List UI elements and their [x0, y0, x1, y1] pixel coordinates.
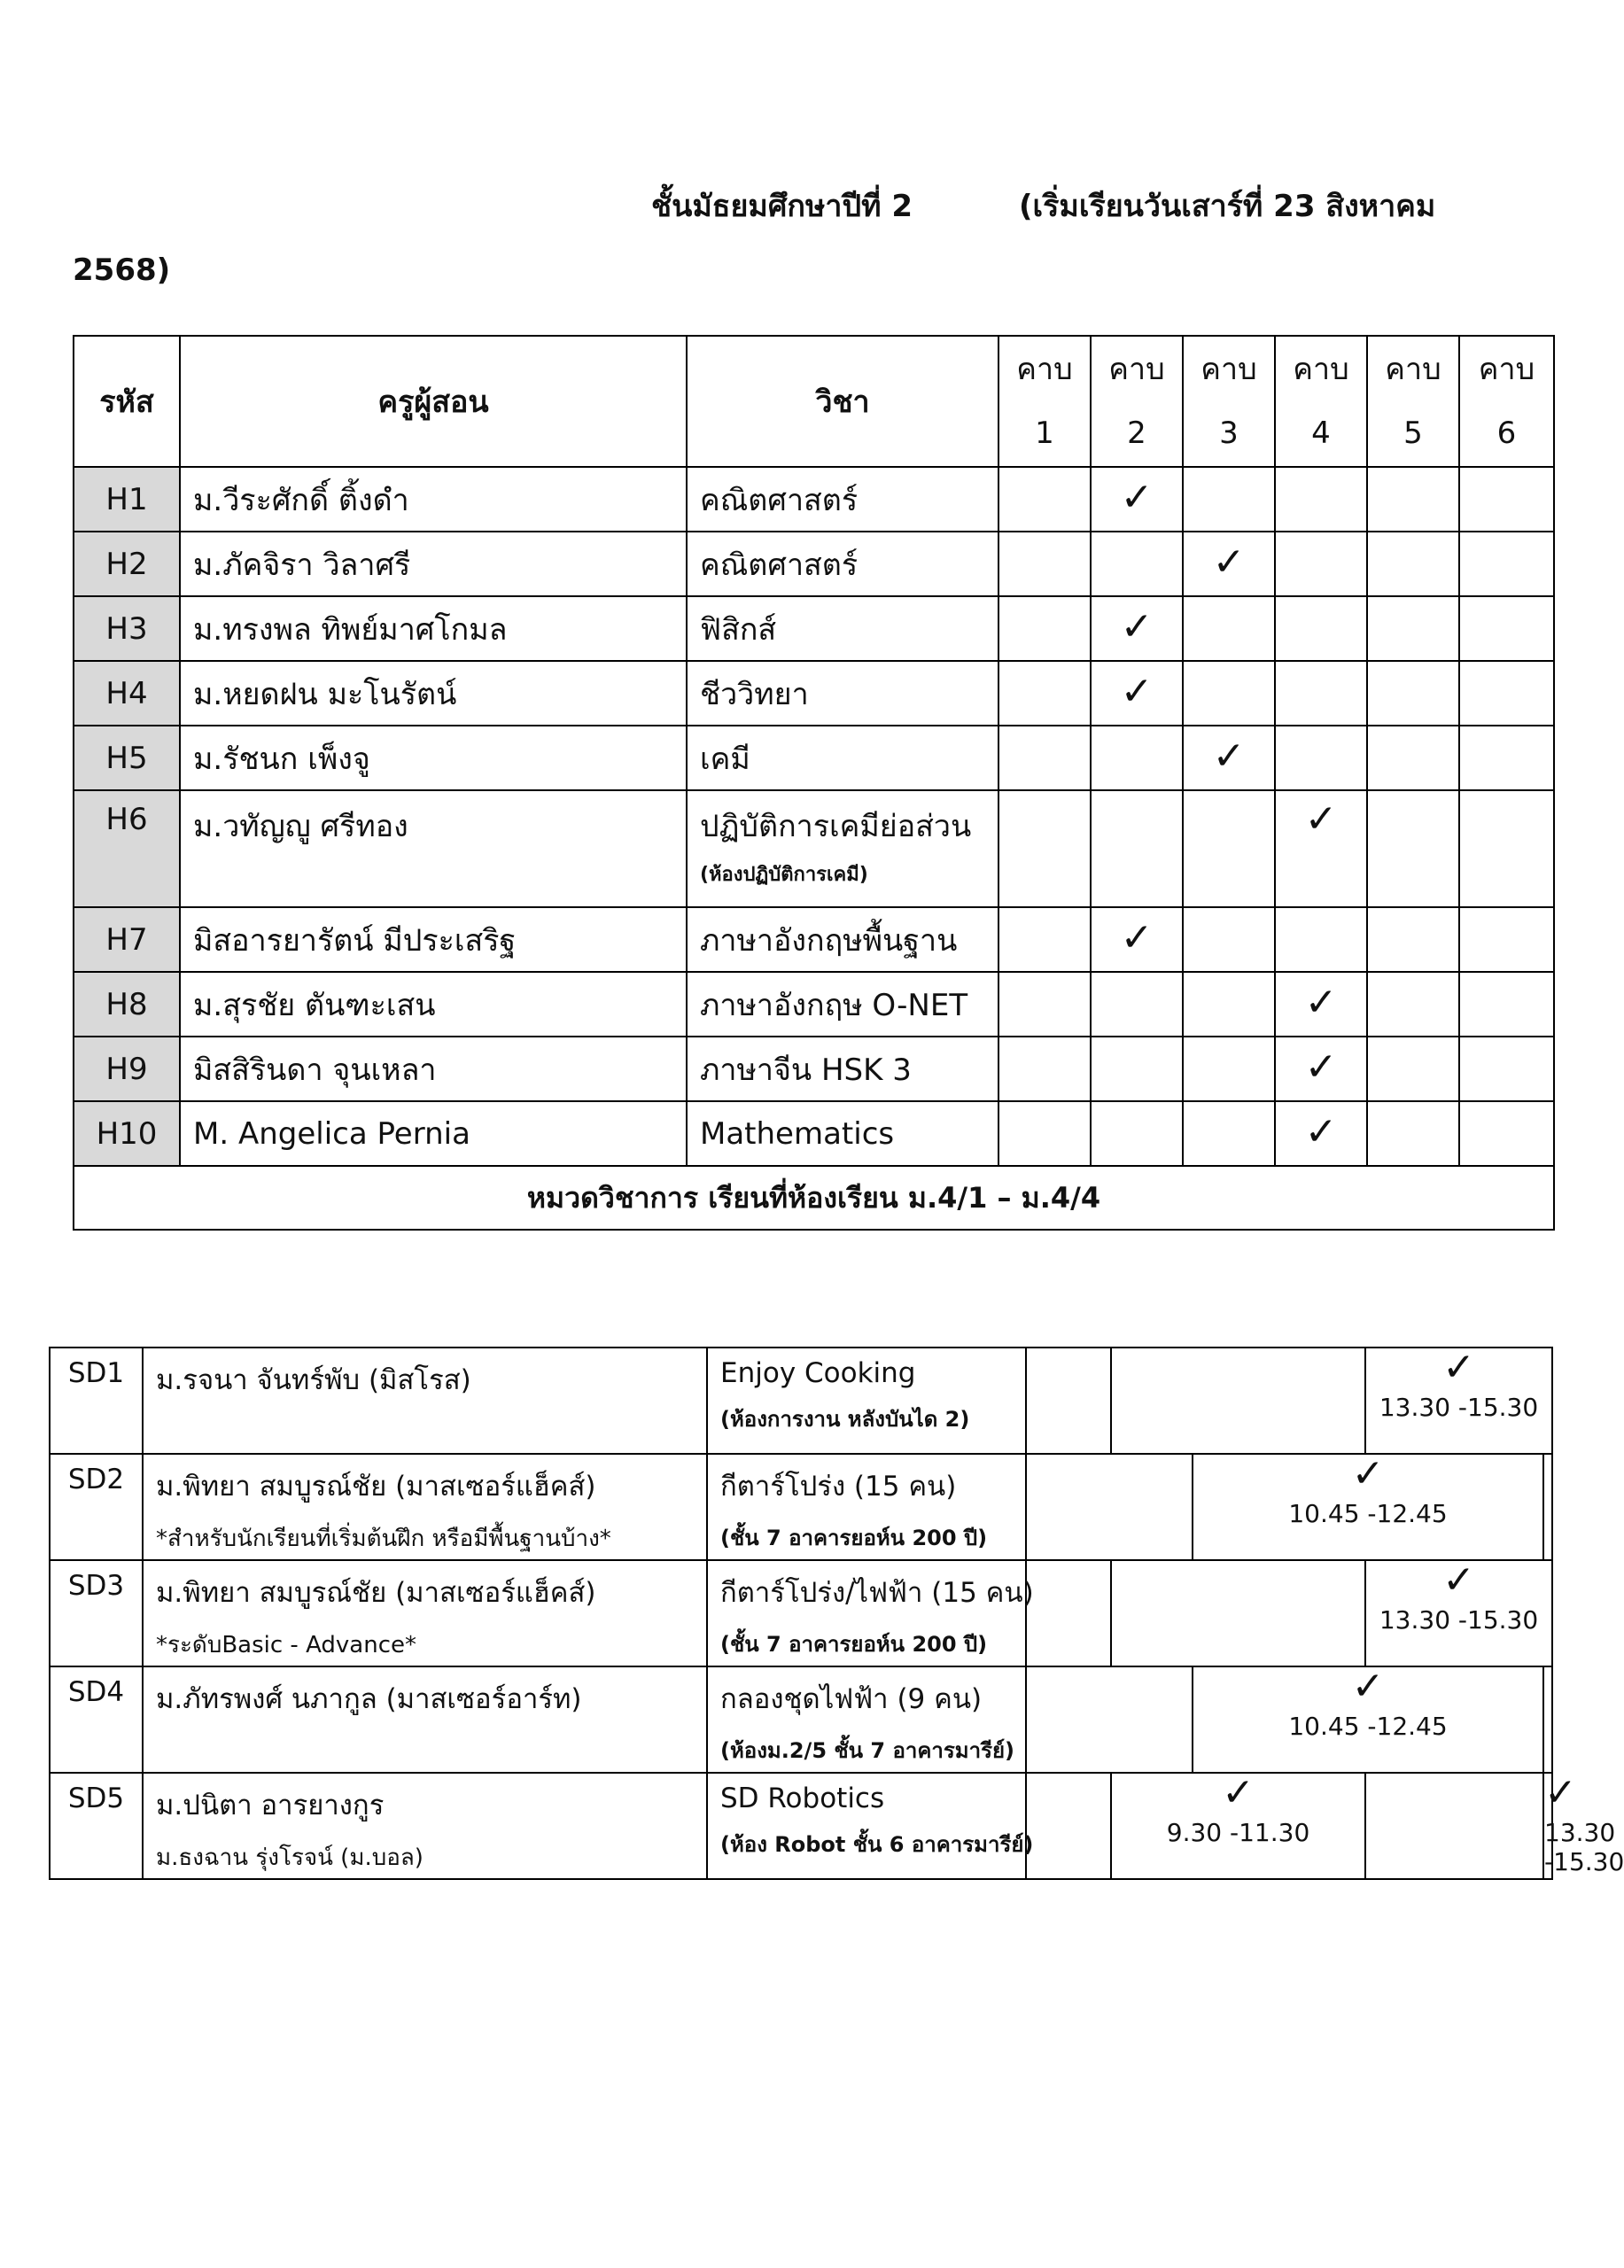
period-cell	[1091, 972, 1183, 1037]
sd-row	[50, 1773, 1552, 1879]
subject-name: คณิตศาสตร์	[700, 547, 859, 583]
slot-empty	[1543, 1454, 1552, 1560]
sd-row	[50, 1454, 1552, 1560]
check-icon: ✓	[1222, 1770, 1255, 1815]
check-icon: ✓	[1212, 540, 1246, 585]
period-cell	[1459, 596, 1554, 661]
header-period-2	[1091, 336, 1183, 467]
sd-code: SD2	[50, 1454, 143, 1560]
row-subject	[687, 790, 998, 907]
period-cell	[1183, 907, 1275, 972]
subject-name: ปฏิบัติการเคมีย่อส่วน	[700, 809, 972, 844]
slot-empty	[1026, 1560, 1111, 1666]
sd-teacher	[143, 1454, 707, 1560]
period-cell	[1275, 467, 1367, 532]
slot-afternoon	[1365, 1345, 1552, 1454]
sd-subject-name: Enjoy Cooking	[720, 1357, 916, 1389]
sd-subject	[707, 1348, 1026, 1454]
sd-subject-name: กีตาร์โปร่ง (15 คน)	[720, 1471, 957, 1503]
table-row	[74, 532, 1554, 596]
sd-teacher-secondary: *ระดับBasic - Advance*	[156, 1632, 416, 1658]
heading-year: 2568)	[73, 252, 171, 288]
period-cell	[1183, 467, 1275, 532]
row-teacher: ม.หยดฝน มะโนรัตน์	[180, 661, 687, 726]
period-cell	[998, 726, 1091, 790]
period-word: คาบ	[1201, 352, 1257, 387]
row-code: H10	[74, 1101, 180, 1166]
period-cell	[1091, 726, 1183, 790]
period-cell	[1091, 790, 1183, 907]
heading-line1	[651, 182, 1435, 229]
table-row	[74, 596, 1554, 661]
period-cell	[1091, 532, 1183, 596]
heading-start-date: (เริ่มเรียนวันเสาร์ที่ 23 สิงหาคม	[1018, 189, 1436, 224]
slot-empty	[1026, 1348, 1111, 1454]
row-teacher: ม.สุรชัย ตันฑะเสน	[180, 972, 687, 1037]
subject-name: ภาษาจีน HSK 3	[700, 1052, 912, 1088]
row-code: H9	[74, 1037, 180, 1101]
period-cell	[1459, 790, 1554, 907]
period-cell	[1275, 661, 1367, 726]
sd-location: (ห้องม.2/5 ชั้น 7 อาคารมารีย์)	[720, 1738, 1015, 1763]
period-number: 3	[1219, 416, 1239, 451]
check-icon: ✓	[1120, 475, 1154, 520]
period-cell	[1091, 1101, 1183, 1166]
sd-activity-table	[49, 1345, 1624, 1880]
period-cell	[1367, 1037, 1459, 1101]
main-schedule-table	[73, 335, 1555, 1231]
header-period-1	[998, 336, 1091, 467]
period-cell	[1459, 1101, 1554, 1166]
period-cell	[1367, 467, 1459, 532]
row-teacher: ม.วีระศักดิ์ ติ้งดำ	[180, 467, 687, 532]
header-period-3	[1183, 336, 1275, 467]
period-cell	[1183, 790, 1275, 907]
subject-name: เคมี	[700, 741, 750, 777]
row-subject	[687, 907, 998, 972]
sd-code: SD3	[50, 1560, 143, 1666]
period-number: 4	[1311, 416, 1331, 451]
row-subject	[687, 532, 998, 596]
check-icon: ✓	[1442, 1557, 1475, 1603]
slot-time: 13.30 -15.30	[1379, 1393, 1539, 1422]
period-cell	[1367, 532, 1459, 596]
slot-afternoon	[1543, 1770, 1624, 1879]
row-code: H5	[74, 726, 180, 790]
period-cell	[1459, 726, 1554, 790]
period-cell	[998, 467, 1091, 532]
period-cell	[1091, 1037, 1183, 1101]
period-cell	[998, 972, 1091, 1037]
period-number: 5	[1403, 416, 1423, 451]
slot-empty	[1111, 1348, 1365, 1454]
check-icon: ✓	[1351, 1664, 1385, 1709]
check-icon: ✓	[1304, 980, 1338, 1025]
period-cell	[1459, 532, 1554, 596]
sd-location: (ชั้น 7 อาคารยอห์น 200 ปี)	[720, 1526, 988, 1550]
sd-subject-name: กลองชุดไฟฟ้า (9 คน)	[720, 1683, 983, 1715]
period-cell	[1459, 972, 1554, 1037]
row-code: H3	[74, 596, 180, 661]
header-period-4	[1275, 336, 1367, 467]
header-teacher: ครูผู้สอน	[180, 336, 687, 467]
table-row	[74, 907, 1554, 972]
row-code: H7	[74, 907, 180, 972]
period-word: คาบ	[1385, 352, 1441, 387]
row-subject	[687, 596, 998, 661]
header-code: รหัส	[74, 336, 180, 467]
slot-empty	[1026, 1666, 1193, 1773]
check-icon: ✓	[1304, 796, 1338, 842]
period-number: 2	[1127, 416, 1146, 451]
row-code: H8	[74, 972, 180, 1037]
period-cell	[1367, 726, 1459, 790]
slot-empty	[1026, 1454, 1193, 1560]
period-cell	[1091, 467, 1183, 532]
row-teacher: M. Angelica Pernia	[180, 1101, 687, 1166]
table-row	[74, 790, 1554, 907]
header-period-6	[1459, 336, 1554, 467]
slot-empty	[1026, 1773, 1111, 1879]
row-teacher: ม.วทัญญู ศรีทอง	[180, 790, 687, 907]
sd-teacher-primary: ม.ภัทรพงศ์ นภากูล (มาสเซอร์อาร์ท)	[156, 1683, 582, 1715]
period-cell	[1459, 1037, 1554, 1101]
period-cell	[1275, 1037, 1367, 1101]
sd-code: SD1	[50, 1348, 143, 1454]
period-cell	[1275, 790, 1367, 907]
period-cell	[1367, 790, 1459, 907]
row-subject	[687, 726, 998, 790]
period-cell	[998, 596, 1091, 661]
row-code: H4	[74, 661, 180, 726]
slot-morning	[1193, 1451, 1543, 1560]
row-subject	[687, 1101, 998, 1166]
period-cell	[998, 1037, 1091, 1101]
subject-name: ฟิสิกส์	[700, 611, 777, 648]
row-code: H2	[74, 532, 180, 596]
subject-name: คณิตศาสตร์	[700, 482, 859, 518]
period-cell	[1183, 532, 1275, 596]
period-cell	[1275, 1101, 1367, 1166]
period-cell	[1275, 907, 1367, 972]
table-row	[74, 1101, 1554, 1166]
row-code: H1	[74, 467, 180, 532]
row-teacher: ม.รัชนก เพ็งจู	[180, 726, 687, 790]
period-cell	[998, 532, 1091, 596]
period-cell	[1091, 661, 1183, 726]
sd-row	[50, 1348, 1552, 1454]
period-cell	[998, 907, 1091, 972]
subject-name: ภาษาอังกฤษพื้นฐาน	[700, 922, 958, 959]
period-word: คาบ	[1016, 352, 1073, 387]
period-cell	[1367, 972, 1459, 1037]
heading-grade: ชั้นมัธยมศึกษาปีที่ 2	[651, 189, 913, 224]
slot-morning	[1193, 1666, 1543, 1773]
slot-time: 10.45 -12.45	[1288, 1499, 1448, 1528]
slot-empty	[1365, 1773, 1543, 1879]
subject-note: (ห้องปฏิบัติการเคมี)	[700, 864, 868, 886]
sd-subject	[707, 1773, 1034, 1879]
row-teacher: มิสสิรินดา จุนเหลา	[180, 1037, 687, 1101]
period-cell	[1459, 467, 1554, 532]
period-cell	[1183, 726, 1275, 790]
period-word: คาบ	[1478, 352, 1535, 387]
check-icon: ✓	[1304, 1045, 1338, 1090]
row-subject	[687, 1037, 998, 1101]
slot-empty	[1543, 1666, 1552, 1773]
sd-teacher-primary: ม.ปนิตา อารยางกูร	[156, 1790, 385, 1821]
period-cell	[1367, 1101, 1459, 1166]
subject-name: Mathematics	[700, 1115, 895, 1152]
check-icon: ✓	[1442, 1345, 1475, 1390]
check-icon: ✓	[1544, 1770, 1577, 1815]
slot-morning	[1111, 1770, 1365, 1879]
sd-row	[50, 1560, 1552, 1666]
period-cell	[1275, 972, 1367, 1037]
period-cell	[1183, 1101, 1275, 1166]
row-subject	[687, 972, 998, 1037]
table-row	[74, 467, 1554, 532]
sd-location: (ชั้น 7 อาคารยอห์น 200 ปี)	[720, 1632, 988, 1657]
header-row	[74, 336, 1554, 467]
table-row	[74, 726, 1554, 790]
slot-time: 13.30 -15.30	[1544, 1818, 1624, 1876]
period-cell	[1275, 726, 1367, 790]
period-cell	[1183, 596, 1275, 661]
sd-teacher-primary: ม.พิทยา สมบูรณ์ชัย (มาสเซอร์แฮ็คส์)	[156, 1577, 596, 1609]
period-cell	[1367, 596, 1459, 661]
row-teacher: ม.ทรงพล ทิพย์มาศโกมล	[180, 596, 687, 661]
period-number: 1	[1035, 416, 1054, 451]
row-subject	[687, 467, 998, 532]
header-period-5	[1367, 336, 1459, 467]
footer-note: หมวดวิชาการ เรียนที่ห้องเรียน ม.4/1 – ม.4/4	[74, 1166, 1554, 1230]
header-subject: วิชา	[687, 336, 998, 467]
check-icon: ✓	[1120, 604, 1154, 649]
sd-row	[50, 1666, 1552, 1773]
sd-subject-name: กีตาร์โปร่ง/ไฟฟ้า (15 คน)	[720, 1577, 1034, 1609]
period-cell	[1275, 596, 1367, 661]
table-row	[74, 661, 1554, 726]
period-cell	[998, 1101, 1091, 1166]
slot-time: 13.30 -15.30	[1379, 1605, 1539, 1635]
sd-location: (ห้อง Robot ชั้น 6 อาคารมารีย์)	[720, 1832, 1034, 1857]
subject-name: ชีววิทยา	[700, 676, 809, 712]
slot-empty	[1111, 1560, 1365, 1666]
period-cell	[1275, 532, 1367, 596]
sd-teacher	[143, 1560, 707, 1666]
row-teacher: ม.ภัคจิรา วิลาศรี	[180, 532, 687, 596]
sd-teacher-secondary: *สำหรับนักเรียนที่เริ่มต้นฝึก หรือมีพื้นฐานบ้าง*	[156, 1526, 611, 1552]
period-cell	[1367, 661, 1459, 726]
sd-subject-name: SD Robotics	[720, 1783, 885, 1814]
sd-teacher	[143, 1348, 707, 1454]
sd-teacher	[143, 1773, 707, 1879]
period-cell	[1091, 907, 1183, 972]
period-word: คาบ	[1108, 352, 1165, 387]
check-icon: ✓	[1304, 1109, 1338, 1154]
sd-subject	[707, 1560, 1034, 1666]
slot-time: 10.45 -12.45	[1288, 1712, 1448, 1741]
sd-subject	[707, 1666, 1026, 1773]
row-teacher: มิสอารยารัตน์ มีประเสริฐ	[180, 907, 687, 972]
period-cell	[1091, 596, 1183, 661]
check-icon: ✓	[1351, 1451, 1385, 1496]
sd-location: (ห้องการงาน หลังบันได 2)	[720, 1407, 970, 1432]
period-number: 6	[1496, 416, 1517, 451]
check-icon: ✓	[1120, 915, 1154, 960]
slot-time: 9.30 -11.30	[1166, 1818, 1310, 1847]
check-icon: ✓	[1120, 669, 1154, 714]
slot-afternoon	[1365, 1557, 1552, 1666]
table-row	[74, 972, 1554, 1037]
sd-code: SD5	[50, 1773, 143, 1879]
row-subject	[687, 661, 998, 726]
sd-subject	[707, 1454, 1026, 1560]
row-code: H6	[74, 790, 180, 907]
check-icon: ✓	[1212, 734, 1246, 779]
footer-row	[74, 1166, 1554, 1230]
period-cell	[1367, 907, 1459, 972]
period-cell	[1183, 972, 1275, 1037]
sd-teacher-secondary: ม.ธงฉาน รุ่งโรจน์ (ม.บอล)	[156, 1845, 423, 1871]
period-cell	[998, 661, 1091, 726]
period-word: คาบ	[1293, 352, 1349, 387]
sd-teacher-primary: ม.พิทยา สมบูรณ์ชัย (มาสเซอร์แฮ็คส์)	[156, 1471, 596, 1503]
sd-teacher-primary: ม.รจนา จันทร์พับ (มิสโรส)	[156, 1364, 471, 1396]
period-cell	[1459, 907, 1554, 972]
period-cell	[1183, 661, 1275, 726]
period-cell	[1459, 661, 1554, 726]
sd-code: SD4	[50, 1666, 143, 1773]
period-cell	[1183, 1037, 1275, 1101]
table-row	[74, 1037, 1554, 1101]
sd-teacher	[143, 1666, 707, 1773]
subject-name: ภาษาอังกฤษ O-NET	[700, 987, 968, 1023]
period-cell	[998, 790, 1091, 907]
